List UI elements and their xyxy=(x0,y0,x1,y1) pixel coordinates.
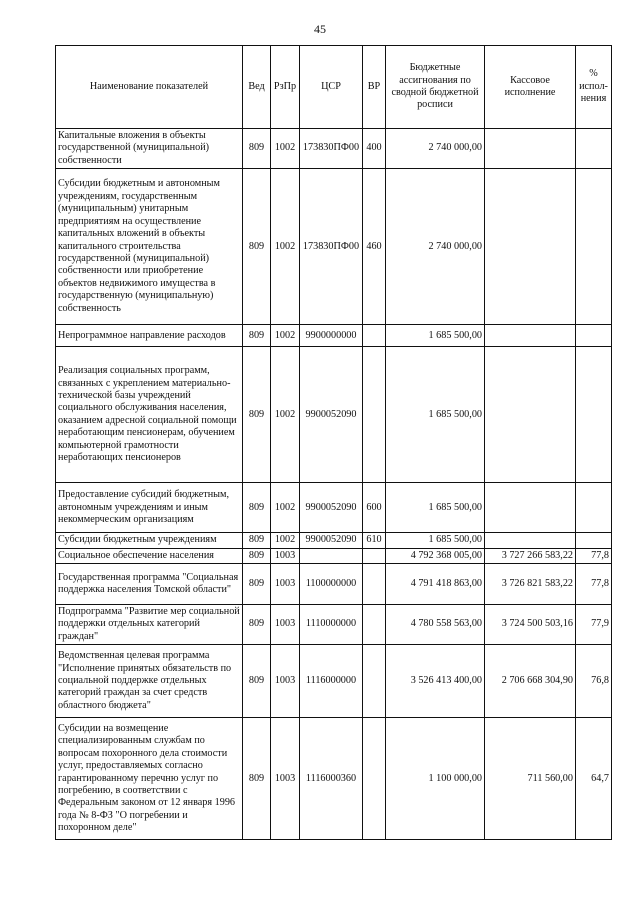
row-name: Субсидии бюджетным и автономным учреждениям, государственным (муниципальным) унитарным предприятиям на осуществление капитальных вложений в объекты капитального строительства государственной (муниципальной) собственности или приобретение объектов недвижимого имущества в государственную (муниципальную) собственность xyxy=(56,169,243,325)
row-vr xyxy=(363,605,386,645)
row-assignment: 2 740 000,00 xyxy=(386,129,485,169)
row-csr: 173830ПФ00 xyxy=(300,129,363,169)
row-assignment: 3 526 413 400,00 xyxy=(386,645,485,718)
row-name: Государственная программа "Социальная поддержка населения Томской области" xyxy=(56,564,243,605)
header-ved: Вед xyxy=(243,46,271,129)
row-ved: 809 xyxy=(243,605,271,645)
row-rzpr: 1002 xyxy=(271,347,300,483)
row-assignment: 4 792 368 005,00 xyxy=(386,548,485,563)
row-ved: 809 xyxy=(243,718,271,840)
row-ved: 809 xyxy=(243,169,271,325)
row-vr: 610 xyxy=(363,533,386,548)
header-rzpr: РзПр xyxy=(271,46,300,129)
row-name: Субсидии бюджетным учреждениям xyxy=(56,533,243,548)
header-csr: ЦСР xyxy=(300,46,363,129)
row-csr: 9900052090 xyxy=(300,347,363,483)
table-row xyxy=(56,129,612,169)
row-percent: 77,8 xyxy=(576,548,612,563)
header-name: Наименование показателей xyxy=(56,46,243,129)
row-rzpr: 1002 xyxy=(271,533,300,548)
row-name: Подпрограмма "Развитие мер социальной поддержки отдельных категорий граждан" xyxy=(56,605,243,645)
row-csr: 9900000000 xyxy=(300,325,363,347)
row-vr: 400 xyxy=(363,129,386,169)
row-percent: 64,7 xyxy=(576,718,612,840)
table-row xyxy=(56,169,612,325)
row-percent: 77,8 xyxy=(576,564,612,605)
row-cash-execution: 3 727 266 583,22 xyxy=(485,548,576,563)
row-rzpr: 1003 xyxy=(271,564,300,605)
row-rzpr: 1002 xyxy=(271,325,300,347)
page-number: 45 xyxy=(314,22,326,36)
row-assignment: 1 685 500,00 xyxy=(386,533,485,548)
row-cash-execution xyxy=(485,347,576,483)
table-row xyxy=(56,533,612,548)
row-assignment: 1 685 500,00 xyxy=(386,347,485,483)
row-vr xyxy=(363,718,386,840)
table-body xyxy=(56,129,612,840)
row-ved: 809 xyxy=(243,548,271,563)
table-row xyxy=(56,645,612,718)
row-name: Непрограммное направление расходов xyxy=(56,325,243,347)
row-assignment: 4 780 558 563,00 xyxy=(386,605,485,645)
row-rzpr: 1003 xyxy=(271,548,300,563)
row-cash-execution xyxy=(485,169,576,325)
row-name: Социальное обеспечение населения xyxy=(56,548,243,563)
row-rzpr: 1003 xyxy=(271,645,300,718)
row-percent xyxy=(576,483,612,533)
row-assignment: 1 685 500,00 xyxy=(386,325,485,347)
row-cash-execution xyxy=(485,533,576,548)
row-percent xyxy=(576,169,612,325)
header-percent: % испол-нения xyxy=(576,46,612,129)
row-cash-execution: 2 706 668 304,90 xyxy=(485,645,576,718)
row-rzpr: 1002 xyxy=(271,483,300,533)
row-percent xyxy=(576,347,612,483)
row-rzpr: 1002 xyxy=(271,129,300,169)
row-vr xyxy=(363,347,386,483)
row-rzpr: 1002 xyxy=(271,169,300,325)
row-percent xyxy=(576,129,612,169)
row-name: Капитальные вложения в объекты государственной (муниципальной) собственности xyxy=(56,129,243,169)
row-ved: 809 xyxy=(243,129,271,169)
table-row xyxy=(56,483,612,533)
header-vr: ВР xyxy=(363,46,386,129)
row-csr: 1110000000 xyxy=(300,605,363,645)
row-ved: 809 xyxy=(243,347,271,483)
row-csr: 1100000000 xyxy=(300,564,363,605)
row-cash-execution: 3 724 500 503,16 xyxy=(485,605,576,645)
row-percent xyxy=(576,533,612,548)
row-ved: 809 xyxy=(243,533,271,548)
row-csr: 9900052090 xyxy=(300,533,363,548)
header-cash-execution: Кассовое исполнение xyxy=(485,46,576,129)
row-ved: 809 xyxy=(243,325,271,347)
header-assignments: Бюджетные ассигнования по сводной бюджетной росписи xyxy=(386,46,485,129)
row-name: Ведомственная целевая программа "Исполнение принятых обязательств по социальной поддержке отдельных категорий граждан за счет средств областного бюджета" xyxy=(56,645,243,718)
table-row xyxy=(56,564,612,605)
row-cash-execution xyxy=(485,483,576,533)
row-csr: 1116000360 xyxy=(300,718,363,840)
row-percent: 77,9 xyxy=(576,605,612,645)
table-row xyxy=(56,347,612,483)
row-cash-execution: 3 726 821 583,22 xyxy=(485,564,576,605)
budget-table xyxy=(55,45,612,840)
row-vr xyxy=(363,645,386,718)
row-rzpr: 1003 xyxy=(271,605,300,645)
row-vr: 600 xyxy=(363,483,386,533)
table-row xyxy=(56,325,612,347)
row-csr: 173830ПФ00 xyxy=(300,169,363,325)
row-assignment: 4 791 418 863,00 xyxy=(386,564,485,605)
row-vr xyxy=(363,548,386,563)
row-ved: 809 xyxy=(243,564,271,605)
row-csr: 9900052090 xyxy=(300,483,363,533)
row-assignment: 2 740 000,00 xyxy=(386,169,485,325)
row-ved: 809 xyxy=(243,483,271,533)
row-vr xyxy=(363,564,386,605)
row-cash-execution xyxy=(485,129,576,169)
table-row xyxy=(56,548,612,563)
table-row xyxy=(56,718,612,840)
row-name: Субсидии на возмещение специализированным службам по вопросам похоронного дела стоимости услуг, предоставляемых согласно гарантированному перечню услуг по погребению, в соответствии с Федеральным законом от 12 января 1996 года № 8-ФЗ "О погребении и похоронном деле" xyxy=(56,718,243,840)
row-assignment: 1 100 000,00 xyxy=(386,718,485,840)
row-percent xyxy=(576,325,612,347)
row-cash-execution xyxy=(485,325,576,347)
row-name: Реализация социальных программ, связанных с укреплением материально-технической базы учреждений социального обслуживания населения, оказанием адресной социальной помощи неработающим пенсионерам, обучением компьютерной грамотности неработающих пенсионеров xyxy=(56,347,243,483)
row-name: Предоставление субсидий бюджетным, автономным учреждениям и иным некоммерческим организациям xyxy=(56,483,243,533)
table-row xyxy=(56,605,612,645)
row-percent: 76,8 xyxy=(576,645,612,718)
row-csr xyxy=(300,548,363,563)
table-header-row xyxy=(56,46,612,129)
row-vr xyxy=(363,325,386,347)
row-assignment: 1 685 500,00 xyxy=(386,483,485,533)
row-cash-execution: 711 560,00 xyxy=(485,718,576,840)
row-rzpr: 1003 xyxy=(271,718,300,840)
row-ved: 809 xyxy=(243,645,271,718)
row-vr: 460 xyxy=(363,169,386,325)
row-csr: 1116000000 xyxy=(300,645,363,718)
